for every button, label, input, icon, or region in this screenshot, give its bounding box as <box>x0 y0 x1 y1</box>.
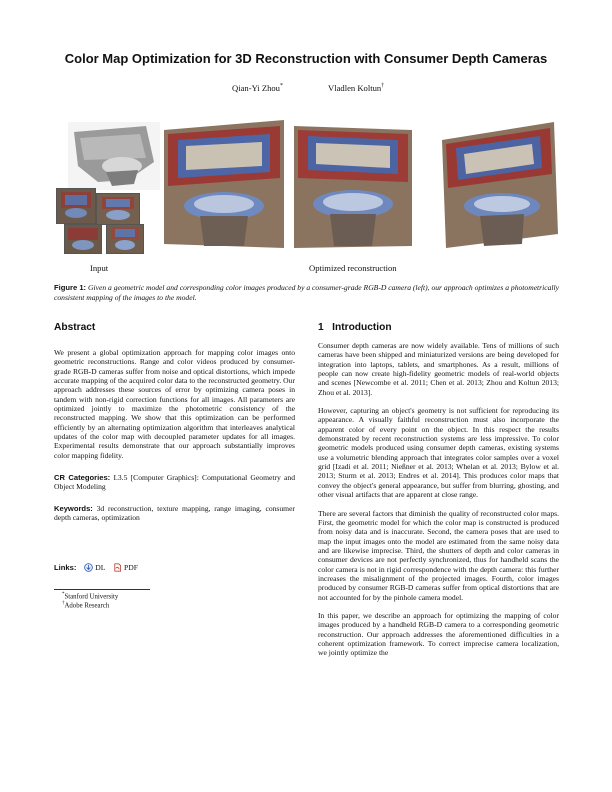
figure-label-output: Optimized reconstruction <box>309 263 397 273</box>
input-geometry-image <box>68 122 160 190</box>
author-2: Vladlen Koltun† <box>328 83 385 93</box>
footnote-2: †Adobe Research <box>62 601 110 610</box>
abstract-text: We present a global optimization approach for mapping color images onto geometric reconstructions. Range and color videos produced by consumer-grade RGB-D cameras suffer from noise and optical distortions, which impede accurate mapping of the acquired color data to the reconstructed geometry. Our approach addresses these sources of error by optimizing camera poses in tandem with non-rigid correction functions for all images. All parameters are optimized jointly to maximize the photometric consistency of the reconstructed mapping. We show that this optimization can be performed efficiently by an alternating optimization algorithm that interleaves analytical updates of the color map with decoupled parameter updates for all images. Experimental results demonstrate that our approach substantially improves color mapping fidelity. <box>54 348 295 460</box>
reconstruction-image-2 <box>290 116 416 254</box>
pdf-icon[interactable] <box>113 563 122 572</box>
reconstruction-image-1 <box>160 116 288 254</box>
input-color-image-3 <box>64 224 102 254</box>
paper-title: Color Map Optimization for 3D Reconstruction with Consumer Depth Cameras <box>64 51 548 66</box>
intro-paragraph-1: Consumer depth cameras are now widely available. Tens of millions of such cameras have been shipped and miniaturized versions are being developed for integration into laptops, tablets, and smartphones. As a result, millions of people can now create high-fidelity geometric models of real-world objects and scenes [Newcombe et al. 2011; Chen et al. 2013; Zhou and Koltun 2013; Zhou et al. 2013]. <box>318 341 559 397</box>
reconstruction-image-3 <box>436 116 562 254</box>
input-color-image-4 <box>106 224 144 254</box>
figure-1 <box>0 0 612 300</box>
cr-categories: CR Categories: I.3.5 [Computer Graphics]: Computational Geometry and Object Modeling <box>54 473 295 492</box>
figure-label-input: Input <box>90 263 109 273</box>
left-column <box>54 348 295 532</box>
intro-paragraph-4: In this paper, we describe an approach for optimizing the mapping of color images produced by a handheld RGB-D camera to a corresponding geometric reconstruction. Our approach addresses the aforementioned difficulties in a coherent optimization framework. To correct imprecise camera localization, we jointly optimize the <box>318 610 559 658</box>
abstract-heading: Abstract <box>54 322 96 333</box>
keywords: Keywords: 3d reconstruction, texture mapping, range imaging, consumer depth cameras, optimization <box>54 503 295 523</box>
author-1: Qian-Yi Zhou* <box>232 83 283 93</box>
intro-paragraph-3: There are several factors that diminish the quality of reconstructed color maps. First, the geometric model for which the color map is constructed is produced from noisy data and is inaccurate. Second, the camera poses that are used to map the input images onto the model are estimated from the same noisy data and are likewise imprecise. Third, the shutters of depth and color cameras in consumer devices are not perfectly synchronized, thus for handheld scans the color camera is not in rigid correspondence with the depth camera: this further increases the misalignment of the projected images. Fourth, color images produced by consumer RGB-D cameras suffer from optical distortions that are not accounted for by the pinhole camera model. <box>318 508 559 602</box>
intro-paragraph-2: However, capturing an object's geometry is not sufficient for reproducing its appearance. A visually faithful reconstruction must also incorporate the apparent color of every point on the object. In this respect the results demonstrated by recent reconstruction systems are less impressive. To color geometric models produced using consumer depth cameras, existing systems use a volumetric blending approach that integrates color samples over a voxel grid [Izadi et al. 2011; Nießner et al. 2013; Whelan et al. 2013; Bylow et al. 2013; Sturm et al. 2013; Endres et al. 2014]. This produces color maps that convey the object's general appearance, but suffer from blurring, ghosting, and other visual artifacts that are apparent at close range. <box>318 406 559 500</box>
input-color-image-1 <box>56 188 96 224</box>
pdf-link[interactable]: PDF <box>124 563 138 572</box>
footnote-rule <box>54 589 150 590</box>
input-color-image-2 <box>96 193 140 225</box>
dl-link[interactable]: DL <box>95 563 106 572</box>
introduction-heading: 1 Introduction <box>318 322 392 333</box>
dl-icon[interactable] <box>84 563 93 572</box>
right-column <box>318 341 559 667</box>
links: Links: DL PDF <box>54 563 138 572</box>
figure-caption: Figure 1: Given a geometric model and corresponding color images produced by a consumer-grade RGB-D camera (left), our approach optimizes a photometrically consistent mapping of the images to the model. <box>54 283 559 302</box>
footnote-1: *Stanford University <box>62 592 119 601</box>
